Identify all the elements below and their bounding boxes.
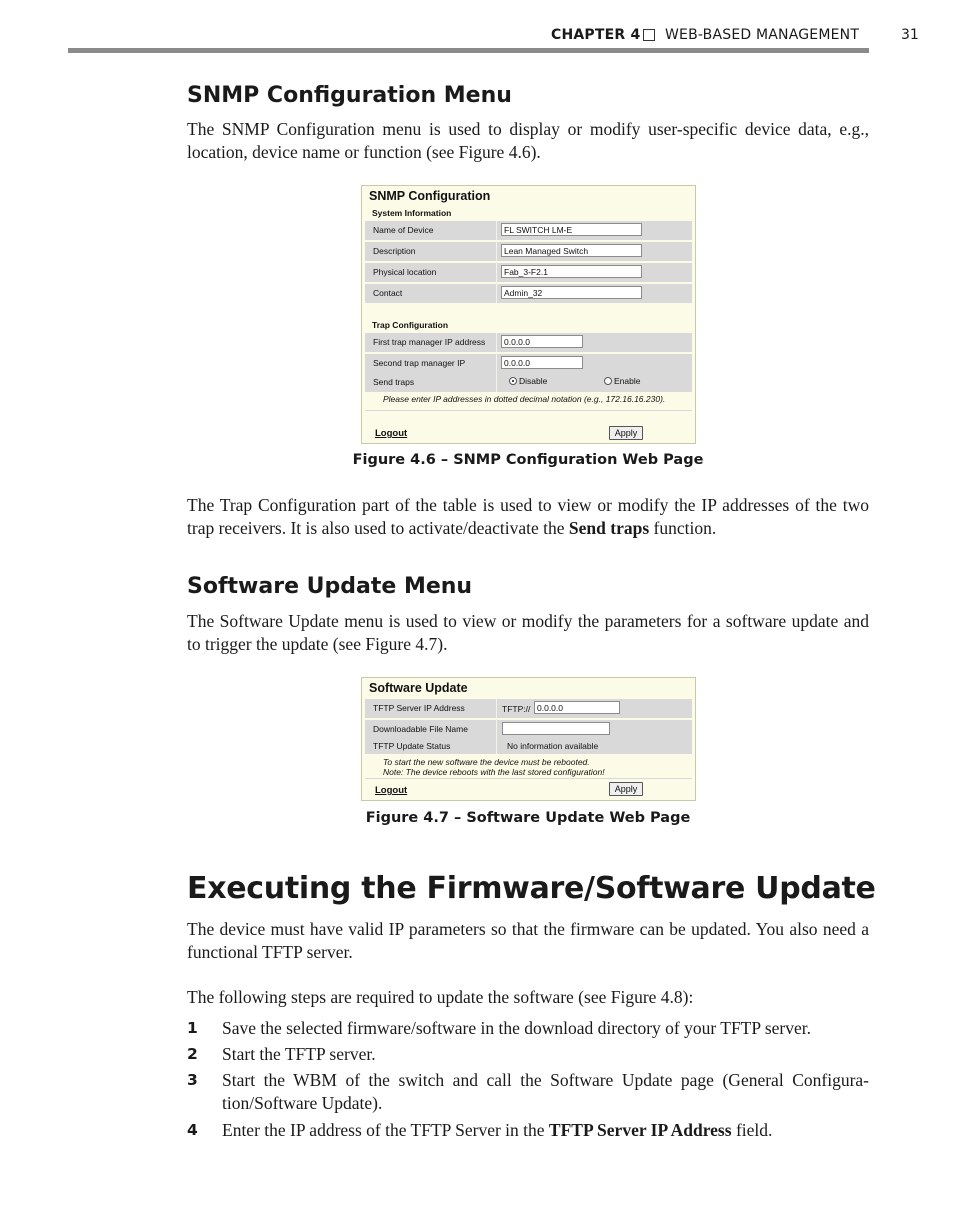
disable-radio-label: Disable [519,376,548,386]
snmp-heading: SNMP Configuration Menu [187,83,512,108]
reboot-warning-note: Note: The device reboots with the last stored configuration! [383,767,605,777]
snmp-intro: The SNMP Configuration menu is used to display or modify user-specific device data, e.g., location, device name or function (see Figure 4.6). [187,119,869,162]
field-row-send-traps [365,373,692,392]
step-number: 4 [187,1121,198,1139]
trap-configuration-label: Trap Configuration [372,320,449,330]
physical-location-label: Physical location [373,267,437,277]
send-traps-label: Send traps [373,377,415,387]
tftp-prefix: TFTP:// [502,704,531,714]
first-trap-input[interactable]: 0.0.0.0 [501,335,583,348]
field-row-update-status [365,739,692,754]
contact-label: Contact [373,288,403,298]
name-of-device-input[interactable]: FL SWITCH LM-E [501,223,642,236]
section-label: WEB-BASED MANAGEMENT [665,27,860,43]
contact-input[interactable]: Admin_32 [501,286,642,299]
file-name-label: Downloadable File Name [373,724,468,734]
step-text: Start the TFTP server. [222,1044,376,1064]
page-number: 31 [901,27,919,43]
tftp-server-input[interactable]: 0.0.0.0 [534,701,620,714]
second-trap-input[interactable]: 0.0.0.0 [501,356,583,369]
software-screenshot-title: Software Update [369,681,468,695]
trap-paragraph-tail: function. [649,518,717,538]
software-update-heading: Software Update Menu [187,574,473,599]
ip-format-note: Please enter IP addresses in dotted decimal notation (e.g., 172.16.16.230). [383,394,666,404]
tftp-server-label: TFTP Server IP Address [373,703,465,713]
step-text-part: Enter the IP address of the TFTP Server in the [222,1120,549,1140]
reboot-note: To start the new software the device must be rebooted. [383,757,590,767]
figure-4-7-caption: Figure 4.7 – Software Update Web Page [365,810,691,826]
trap-paragraph [187,494,869,540]
trap-configuration-row [365,318,692,332]
divider-line [365,778,692,779]
software-update-screenshot [361,677,696,801]
column-divider [496,333,497,392]
description-input[interactable]: Lean Managed Switch [501,244,642,257]
send-traps-emphasis: Send traps [568,518,650,538]
tftp-field-emphasis: TFTP Server IP Address [548,1120,732,1140]
logout-link[interactable]: Logout [375,785,408,796]
step-number: 3 [187,1071,198,1089]
system-information-row [365,206,692,220]
figure-4-6-caption: Figure 4.6 – SNMP Configuration Web Page [352,452,704,468]
update-status-value: No information available [507,741,599,751]
step-text: Start the WBM of the switch and call the Software Update page (General Configura-tion/Software Update). [222,1070,869,1113]
field-row-second-trap [365,354,692,373]
first-trap-label: First trap manager IP address [373,337,486,347]
step-text [222,1119,869,1142]
field-row-first-trap [365,333,692,352]
file-name-input[interactable] [502,722,610,735]
name-of-device-label: Name of Device [373,225,434,235]
step-number: 2 [187,1045,198,1063]
step-number: 1 [187,1019,198,1037]
physical-location-input[interactable]: Fab_3-F2.1 [501,265,642,278]
snmp-screenshot-title: SNMP Configuration [369,189,491,203]
second-trap-label: Second trap manager IP [373,358,466,368]
disable-radio[interactable] [509,377,517,385]
column-divider [496,699,497,754]
snmp-configuration-screenshot [361,185,696,444]
running-header [0,25,954,47]
trap-paragraph-text: The Trap Configuration part of the table is used to view or modify the IP addresses of the two trap receivers. It is also used to activate/deactivate the [187,495,869,538]
field-row-file-name [365,720,692,739]
column-divider [496,221,497,303]
apply-button[interactable]: Apply [609,426,643,440]
header-rule [68,48,869,53]
enable-radio[interactable] [604,377,612,385]
step-text: Save the selected firmware/software in the download directory of your TFTP server. [222,1018,811,1038]
divider-line [365,410,692,411]
field-row-tftp-server [365,699,692,718]
apply-button[interactable]: Apply [609,782,643,796]
system-information-label: System Information [372,208,452,218]
field-row-name-of-device [365,221,692,240]
update-status-label: TFTP Update Status [373,741,451,751]
field-row-description [365,242,692,261]
firmware-intro: The device must have valid IP parameters so that the firmware can be updated. You also need a functional TFTP server. [187,919,869,962]
description-label: Description [373,246,416,256]
steps-intro: The following steps are required to update the software (see Figure 4.8): [187,987,694,1007]
step-text-tail: field. [731,1120,773,1140]
software-update-intro: The Software Update menu is used to view or modify the parameters for a software update and to trigger the update (see Figure 4.7). [187,611,869,654]
field-row-contact [365,284,692,303]
chapter-label: CHAPTER 4 [551,27,641,43]
logout-link[interactable]: Logout [375,428,408,439]
firmware-heading: Executing the Firmware/Software Update [187,871,876,906]
field-row-physical-location [365,263,692,282]
square-separator-icon [643,29,655,41]
enable-radio-label: Enable [614,376,641,386]
